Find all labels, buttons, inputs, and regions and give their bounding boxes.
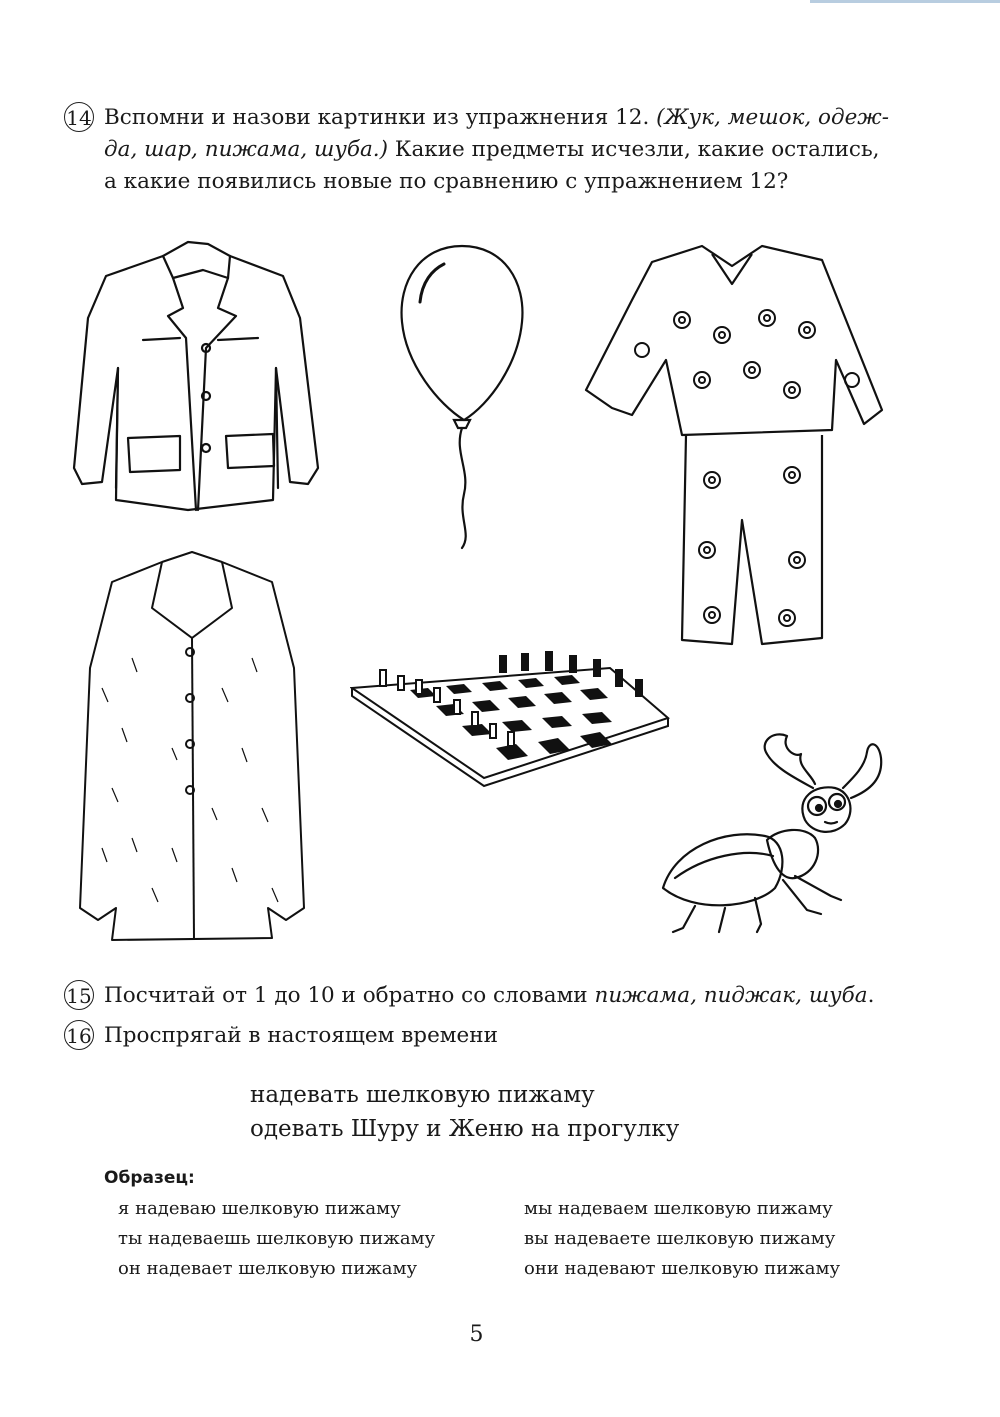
sample-line: вы надеваете шелковую пижаму [524, 1228, 836, 1249]
sample-line: он надевает шелковую пижаму [118, 1258, 418, 1279]
chessboard-icon [350, 650, 670, 790]
balloon-icon [392, 242, 534, 552]
exercise-number: 14 [64, 102, 94, 132]
ex16-text: Проспрягай в настоящем времени [104, 1023, 498, 1048]
sample-line: мы надеваем шелковую пижаму [524, 1198, 833, 1219]
beetle-icon [655, 728, 887, 940]
ex15-text: Посчитай от 1 до 10 и обратно со словами [104, 983, 595, 1008]
exercise-15 [64, 980, 874, 1012]
top-edge-bar [810, 0, 1000, 3]
sample-line: я надеваю шелковую пижаму [118, 1198, 401, 1219]
phrase: одевать Шуру и Женю на прогулку [250, 1116, 680, 1142]
ex14-line1-italic: (Жук, мешок, одеж- [656, 105, 890, 130]
ex14-line1: Вспомни и назови картинки из упражнения 12. [104, 105, 657, 130]
jacket-icon [68, 238, 326, 513]
sample-label: Образец: [104, 1168, 195, 1188]
sample-right-column [524, 1194, 840, 1284]
exercise-number: 16 [64, 1020, 94, 1050]
phrases [250, 1078, 679, 1146]
exercise-number: 15 [64, 980, 94, 1010]
page-number: 5 [469, 1322, 484, 1347]
phrase: надевать шелковую пижаму [250, 1082, 595, 1108]
ex14-line2: Какие предметы исчезли, какие остались, [388, 137, 880, 162]
sample-left-column [118, 1194, 435, 1284]
ex14-line3: а какие появились новые по сравнению с упражнением 12? [104, 169, 789, 194]
fur-coat-icon [72, 548, 312, 948]
pajamas-icon [582, 240, 887, 652]
ex14-line2-italic: да, шар, пижама, шуба.) [104, 137, 388, 162]
ex15-italic: пижама, пиджак, шуба [594, 983, 868, 1008]
ex15-end: . [867, 983, 875, 1008]
sample-line: ты надеваешь шелковую пижаму [118, 1228, 436, 1249]
exercise-14 [64, 102, 889, 198]
sample-line: они надевают шелковую пижаму [524, 1258, 841, 1279]
exercise-16 [64, 1020, 498, 1052]
